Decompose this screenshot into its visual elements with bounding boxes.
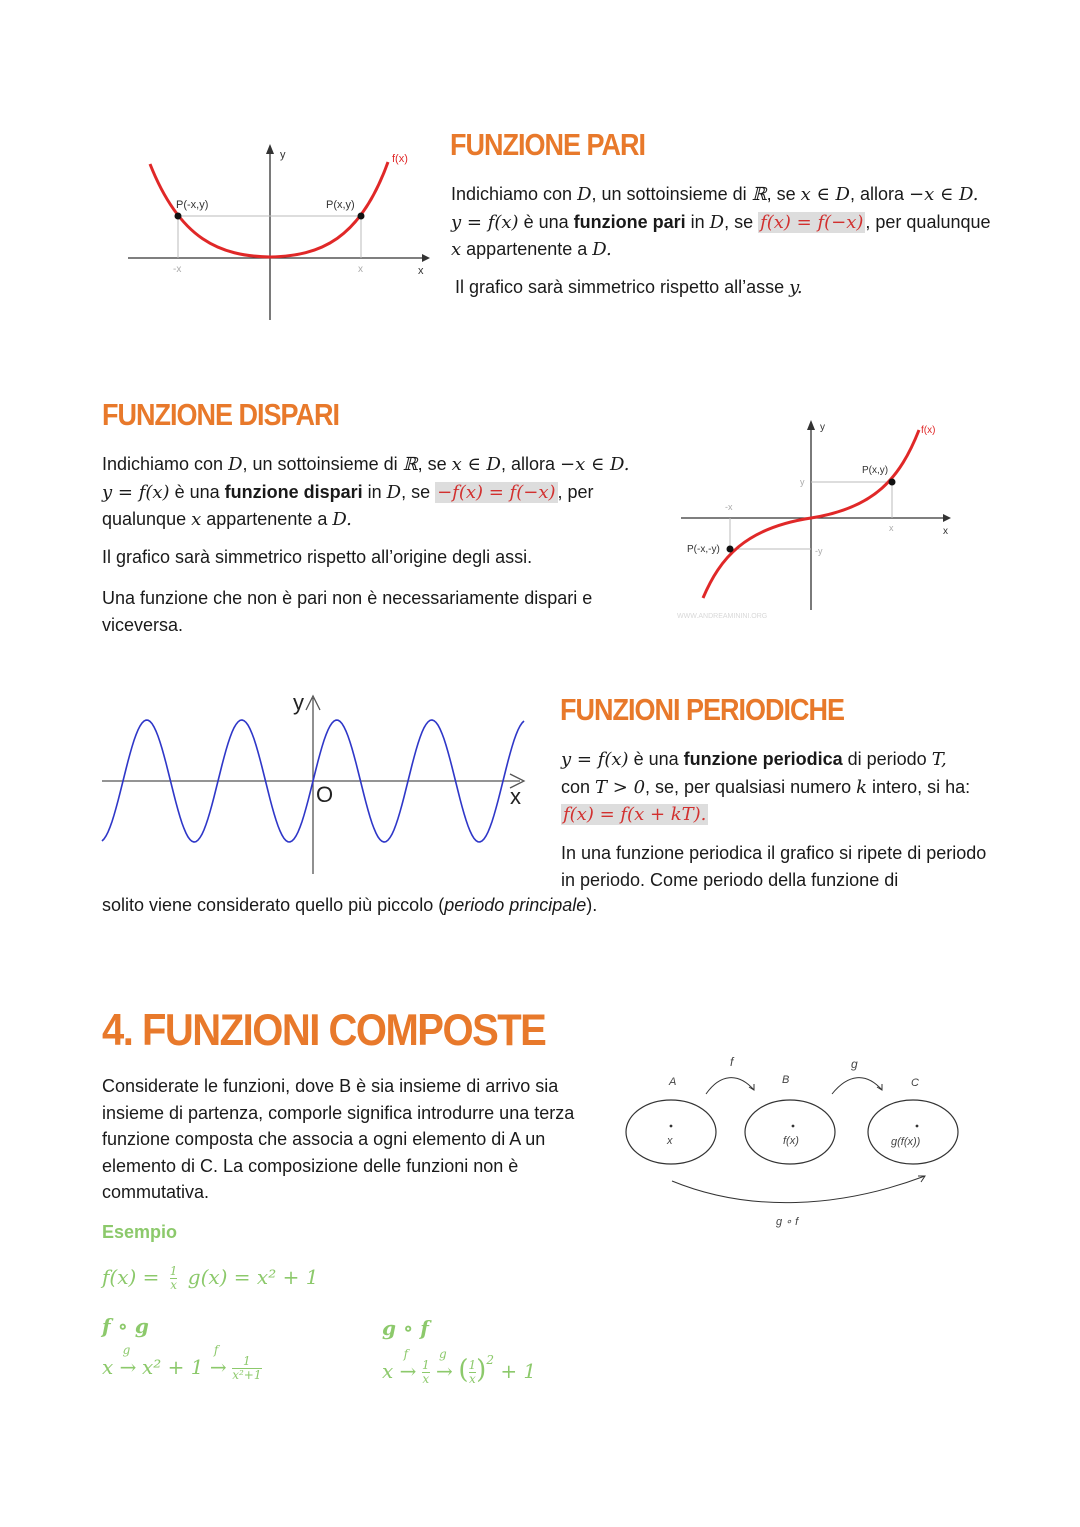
set-a-label: A — [669, 1076, 677, 1088]
even-function-symmetry: Il grafico sarà simmetrico rispetto all’asse y. — [455, 277, 803, 298]
even-condition-highlight: f(x) = f(−x) — [760, 211, 864, 233]
tick-neg-x: -x — [725, 502, 733, 512]
composition-diagram — [620, 1048, 965, 1233]
odd-condition-highlight: −f(x) = f(−x) — [437, 481, 556, 503]
odd-function-note: Una funzione che non è pari non è necessariamente dispari e viceversa. — [102, 588, 593, 635]
set-c-label: C — [911, 1077, 919, 1089]
example-label: Esempio — [102, 1222, 178, 1242]
odd-function-symmetry: Il grafico sarà simmetrico rispetto all’origine degli assi. — [102, 547, 533, 567]
fog-label: f ∘ g — [102, 1314, 149, 1338]
odd-function-graph — [675, 418, 960, 623]
arrow-g-label: g — [851, 1057, 858, 1071]
gof-label: g ∘ f — [382, 1316, 429, 1340]
graph-fx-label: f(x) — [392, 153, 408, 165]
graph-y-label: y — [820, 422, 825, 433]
element-gfx: g(f(x)) — [891, 1136, 921, 1148]
arrow-gof — [672, 1176, 925, 1203]
graph-x-label: x — [418, 265, 424, 277]
odd-function-definition: Indichiamo con D, un sottoinsieme di ℝ, se x ∈ D, allora −x ∈ D. y = f(x) è una funzione dispari in D, se −f(x) = f(−x) , per qualunque x appartenente a D. — [102, 454, 630, 530]
even-function-title: FUNZIONE PARI — [450, 128, 645, 162]
tick-neg-x: -x — [173, 264, 182, 275]
set-c-ellipse — [868, 1100, 958, 1164]
periodic-function-title: FUNZIONI PERIODICHE — [560, 693, 845, 727]
odd-function-title: FUNZIONE DISPARI — [102, 398, 340, 432]
graph-x-label: x — [943, 526, 948, 537]
arrow-f-label: f — [730, 1055, 734, 1069]
set-a-ellipse — [626, 1100, 716, 1164]
tick-neg-y: -y — [815, 546, 823, 556]
graph-fx-label: f(x) — [921, 425, 936, 436]
even-function-definition: Indichiamo con D, un sottoinsieme di ℝ, se x ∈ D, allora −x ∈ D. y = f(x) è una funzione pari in D, se f(x) = f(−x) , per qualunque x appartenente a D. — [451, 184, 991, 260]
point-right-label: P(x,y) — [326, 199, 355, 211]
set-b-label: B — [782, 1074, 790, 1086]
tick-x: x — [889, 523, 894, 533]
graph-origin-label: O — [316, 782, 334, 807]
watermark: WWW.ANDREAMININI.ORG — [677, 613, 768, 620]
gof-chain: x f → $\frac{1}{x}$ g → ( $\frac{1}{x}$ )$^2$ + 1 — [382, 1347, 537, 1386]
tick-x: x — [358, 264, 363, 275]
periodic-function-note-2: solito viene considerato quello più piccolo (periodo principale). — [102, 895, 598, 915]
graph-y-label: y — [293, 690, 304, 715]
point-right-label: P(x,y) — [862, 465, 889, 476]
graph-y-label: y — [280, 149, 286, 161]
arrow-f — [706, 1078, 754, 1094]
arrow-gof-label: g ∘ f — [776, 1216, 799, 1228]
periodic-function-definition: y = f(x) è una funzione periodica di periodo T, con T > 0, se, per qualsiasi numero k intero, si ha: f(x) = f(x + kT). — [561, 749, 971, 825]
example-functions: f(x) = $\frac{1}{x}$ g(x) = x² + 1 — [102, 1264, 319, 1292]
periodic-function-note-1: In una funzione periodica il grafico si ripete di periodo in periodo. Come periodo della funzione di — [561, 843, 987, 890]
even-function-graph — [120, 140, 430, 325]
point-left-label: P(-x,y) — [176, 199, 209, 211]
periodic-function-graph — [100, 688, 530, 878]
element-x: x — [667, 1135, 673, 1147]
periodic-condition-highlight: f(x) = f(x + kT). — [563, 804, 707, 825]
graph-x-label: x — [510, 784, 521, 809]
set-b-ellipse — [745, 1100, 835, 1164]
composite-function-title: 4. FUNZIONI COMPOSTE — [102, 1006, 546, 1056]
point-left-label: P(-x,-y) — [687, 544, 720, 555]
element-fx: f(x) — [783, 1135, 799, 1147]
arrow-g — [832, 1078, 882, 1094]
composite-function-definition: Considerate le funzioni, dove B è sia insieme di arrivo sia insieme di partenza, comporle significa introdurre una terza funzione composta che associa a ogni elemento di A un elemento di C. La composizione delle funzioni non è commutativa. — [102, 1076, 575, 1202]
tick-y: y — [800, 477, 805, 487]
fog-chain: x g → x² + 1 f → $\frac{1}{\text{x²+1}}$ — [102, 1343, 262, 1382]
